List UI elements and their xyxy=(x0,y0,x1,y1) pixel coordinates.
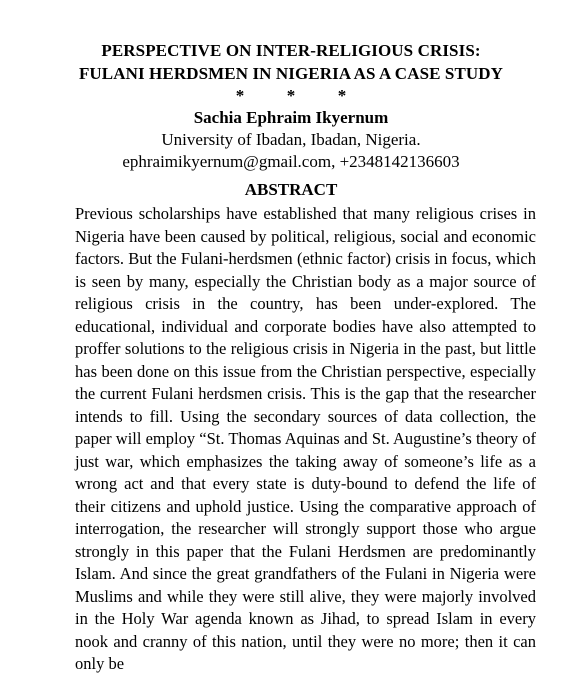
abstract-body: Previous scholarships have established that many religious crises in Nigeria have been caused by political, religious, social and economic factors. But the Fulani-herdsmen (ethnic factor) crisis in focus, which is seen by many, especially the Christian body as a major source of religious crisis in the country, has been under-explored. The educational, individual and corporate bodies have also attempted to proffer solutions to the religious crisis in Nigeria in the past, but little has been done on this issue from the Christian perspective, especially the current Fulani herdsmen crisis. This is the gap that the researcher intends to fill. Using the secondary sources of data collection, the paper will employ “St. Thomas Aquinas and St. Augustine’s theory of just war, which emphasizes the taking away of someone’s life as a wrong act and that every state is duty-bound to defend the life of their citizens and uphold justice. Using the comparative approach of interrogation, the researcher will strongly support those who argue strongly in this paper that the Fulani Herdsmen are predominantly Islam. And since the great grandfathers of the Fulani in Nigeria were Muslims and while they were still alive, they were majorly involved in the Holy War agenda known as Jihad, to spread Islam in every nook and cranny of this nation, until they were no more; then it can only be xyxy=(75,204,536,673)
paper-title-line-1: PERSPECTIVE ON INTER-RELIGIOUS CRISIS: xyxy=(101,41,481,60)
author-contact: ephraimikyernum@gmail.com, +2348142136603 xyxy=(122,152,460,171)
abstract-heading: ABSTRACT xyxy=(244,180,338,199)
paper-title-line-2: FULANI HERDSMEN IN NIGERIA AS A CASE STUDY xyxy=(78,64,504,83)
title-separator: * * * xyxy=(235,86,347,105)
author-affiliation: University of Ibadan, Ibadan, Nigeria. xyxy=(161,130,421,149)
author-name: Sachia Ephraim Ikyernum xyxy=(193,108,389,127)
